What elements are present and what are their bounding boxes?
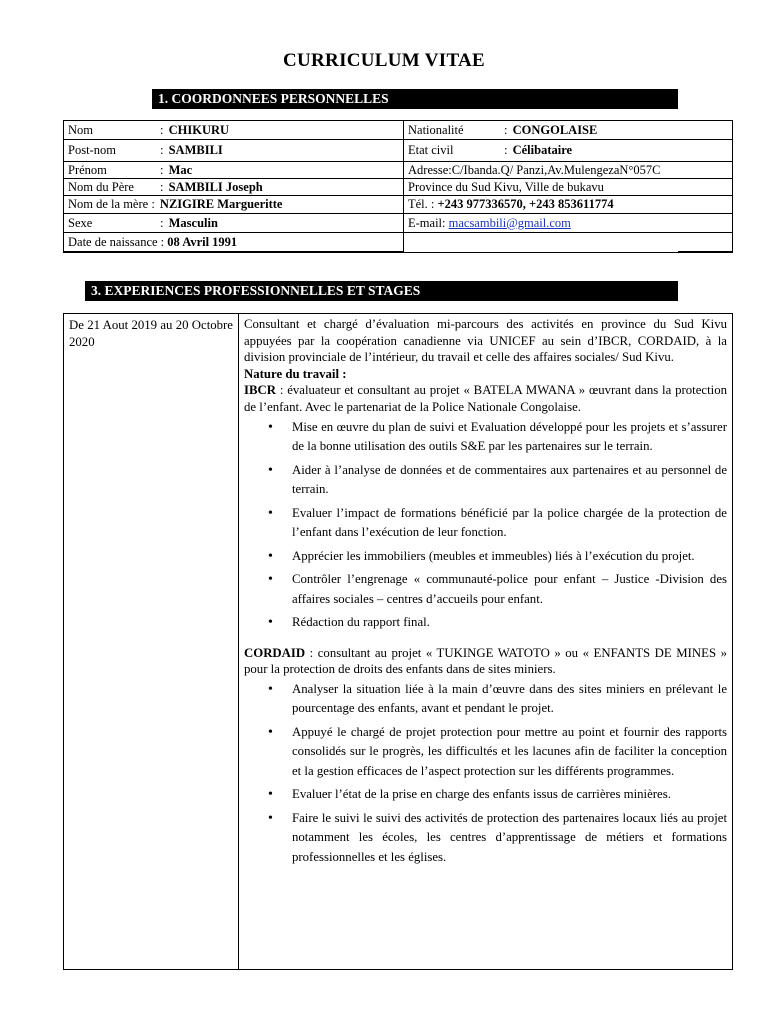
etat-civil-label: Etat civil	[408, 143, 454, 157]
nationalite-label: Nationalité	[408, 122, 464, 137]
list-item: • Faire le suivi le suivi des activités de protection des partenaires locaux liés au projet notamment les écoles, les centres d’apprentissage de métiers et formations professionnelles et les églises.	[292, 809, 727, 868]
info-row: Prénom : Mac Adresse:C/Ibanda.Q/ Panzi,Av.MulengezaN°057C	[64, 162, 732, 179]
nom-label: Nom	[68, 122, 93, 137]
list-item: • Rédaction du rapport final.	[292, 613, 727, 633]
email-label: E-mail:	[408, 215, 446, 230]
info-row: Post-nom : SAMBILI Etat civil : Célibataire	[64, 140, 732, 162]
list-item: • Apprécier les immobiliers (meubles et immeubles) liés à l’exécution du projet.	[292, 547, 727, 567]
mere-label: Nom de la mère	[68, 197, 149, 211]
etat-civil-value: Célibataire	[512, 143, 573, 157]
section-heading-experiences: 3. EXPERIENCES PROFESSIONNELLES ET STAGES	[85, 281, 678, 301]
page-title: CURRICULUM VITAE	[282, 50, 486, 71]
info-row: Nom : CHIKURU Nationalité : CONGOLAISE	[64, 121, 732, 140]
email-link[interactable]: macsambili@gmail.com	[448, 215, 571, 230]
info-row: Date de naissance : 08 Avril 1991	[64, 233, 732, 252]
prenom-value: Mac	[168, 162, 193, 177]
postnom-label: Post-nom	[68, 143, 116, 157]
info-row: Sexe : Masculin E-mail: macsambili@gmail.com	[64, 214, 732, 233]
info-row: Nom de la mère : NZIGIRE Margueritte Tél. : +243 977336570, +243 853611774	[64, 196, 732, 214]
section-heading-coordonnees: 1. COORDONNEES PERSONNELLES	[152, 89, 678, 109]
list-item: • Contrôler l’engrenage « communauté-police pour enfant – Justice -Division des affaires sociales – centres d’accueils pour enfant.	[292, 570, 727, 609]
list-item: • Appuyé le chargé de projet protection pour mettre au point et fournir des rapports consolidés sur le progrès, les difficultés et les lacunes afin de faciliter la conception et la gestion efficaces de l’aspect protection sur les différents programmes.	[292, 723, 727, 782]
mere-value: NZIGIRE Margueritte	[159, 197, 283, 211]
nature-label: Nature du travail :	[244, 366, 347, 381]
pere-value: SAMBILI Joseph	[168, 179, 263, 194]
list-item: • Mise en œuvre du plan de suivi et Evaluation développé pour les projets et s’assurer de la bonne utilisation des outils S&E par les partenaires sur le terrain.	[292, 418, 727, 457]
ibcr-list	[244, 418, 727, 633]
cordaid-list	[244, 680, 727, 868]
adresse: Adresse:C/Ibanda.Q/ Panzi,Av.MulengezaN°057C	[408, 162, 661, 177]
experience-content	[239, 314, 732, 969]
list-item: • Evaluer l’impact de formations bénéficié par la police chargée de la protection de l’enfant dans l’exécution de leur fonction.	[292, 504, 727, 543]
naissance-label: Date de naissance	[68, 235, 158, 249]
list-item: • Aider à l’analyse de données et de commentaires aux partenaires et au personnel de terrain.	[292, 461, 727, 500]
experience-period: De 21 Aout 2019 au 20 Octobre 2020	[64, 314, 239, 969]
sexe-value: Masculin	[168, 215, 218, 230]
cordaid-label: CORDAID	[244, 645, 306, 660]
cordaid-text: : consultant au projet « TUKINGE WATOTO » ou « ENFANTS DE MINES » pour la protection de droits des enfants dans de sites miniers.	[244, 645, 727, 677]
sexe-label: Sexe	[68, 215, 93, 230]
naissance-value: 08 Avril 1991	[167, 235, 238, 249]
prenom-label: Prénom	[68, 162, 107, 177]
nationalite-value: CONGOLAISE	[512, 122, 598, 137]
postnom-value: SAMBILI	[168, 143, 223, 157]
list-item: • Evaluer l’état de la prise en charge des enfants issus de carrières minières.	[292, 785, 727, 805]
tel-value: +243 977336570, +243 853611774	[437, 197, 614, 211]
province: Province du Sud Kivu, Ville de bukavu	[408, 179, 604, 194]
experience-table	[63, 313, 733, 970]
list-item: • Analyser la situation liée à la main d’œuvre dans des sites miniers en prélevant le pourcentage des enfants, avant et pendant le projet.	[292, 680, 727, 719]
ibcr-text: : évaluateur et consultant au projet « BATELA MWANA » œuvrant dans la protection de l’enfant. Avec le partenariat de la Police Nationale Congolaise.	[244, 383, 727, 414]
ibcr-label: IBCR	[244, 383, 276, 398]
info-row: Nom du Père : SAMBILI Joseph Province du Sud Kivu, Ville de bukavu	[64, 179, 732, 196]
nom-value: CHIKURU	[168, 122, 230, 137]
experience-intro: Consultant et chargé d’évaluation mi-parcours des activités en province du Sud Kivu appuyées par la coopération canadienne via UNICEF au sein d’IBCR, CORDAID, à la division provinciale de l’intérieur, du travail et celle des affaires sociales/ Sud Kivu.	[244, 317, 727, 365]
personal-info-table	[63, 120, 733, 253]
pere-label: Nom du Père	[68, 179, 134, 194]
tel-label: Tél. :	[408, 197, 435, 211]
